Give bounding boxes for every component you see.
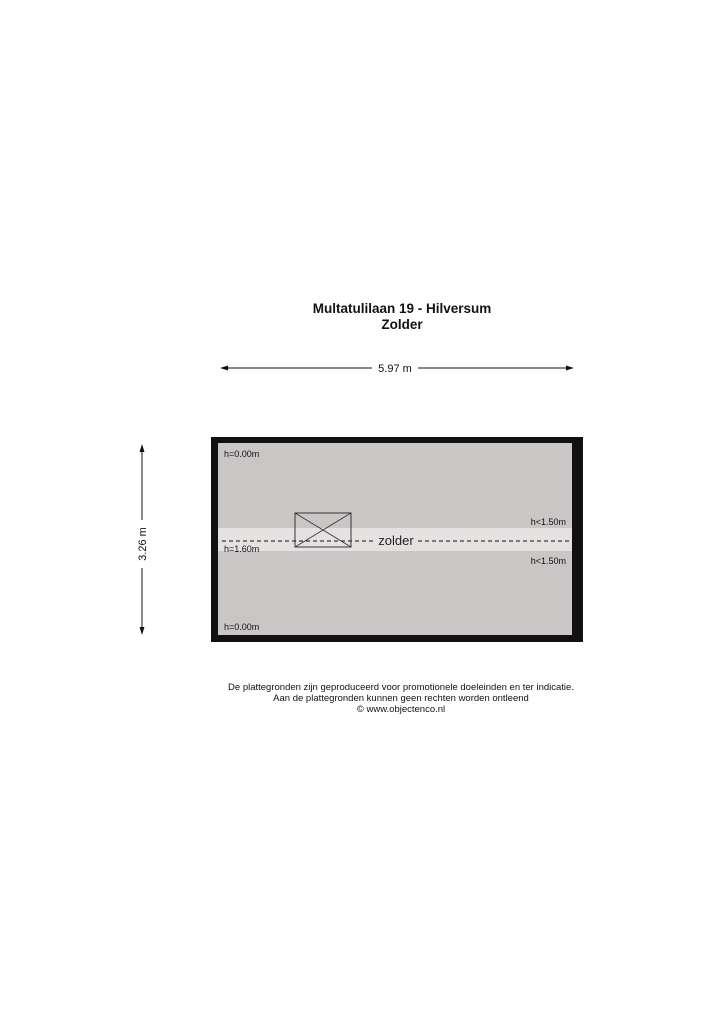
- width-dimension-label: 5.97 m: [378, 363, 412, 375]
- height-arrow-top-icon: [140, 444, 145, 452]
- height-dimension: [137, 444, 149, 635]
- height-label-top-left: h=0.00m: [224, 449, 260, 459]
- disclaimer-line-1: De plattegronden zijn geproduceerd voor promotionele doeleinden en ter indicatie.: [228, 682, 574, 693]
- room-name: zolder: [378, 533, 414, 548]
- floor-title: Zolder: [381, 317, 423, 332]
- height-label-right-upper: h<1.50m: [530, 517, 566, 527]
- height-label-bottom-left: h=0.00m: [224, 622, 260, 632]
- disclaimer-line-2: Aan de plattegronden kunnen geen rechten worden ontleend: [273, 693, 529, 704]
- address-title: Multatulilaan 19 - Hilversum: [312, 301, 492, 316]
- width-arrow-right-icon: [566, 366, 574, 371]
- height-arrow-bottom-icon: [140, 627, 145, 635]
- height-label-middle-left: h=1.60m: [224, 544, 260, 554]
- width-dimension: [220, 363, 574, 375]
- height-label-right-lower: h<1.50m: [530, 556, 566, 566]
- height-dimension-label: 3.26 m: [137, 527, 149, 561]
- copyright-line: © www.objectenco.nl: [356, 704, 446, 715]
- width-arrow-left-icon: [220, 366, 228, 371]
- disclaimer: [0, 682, 720, 715]
